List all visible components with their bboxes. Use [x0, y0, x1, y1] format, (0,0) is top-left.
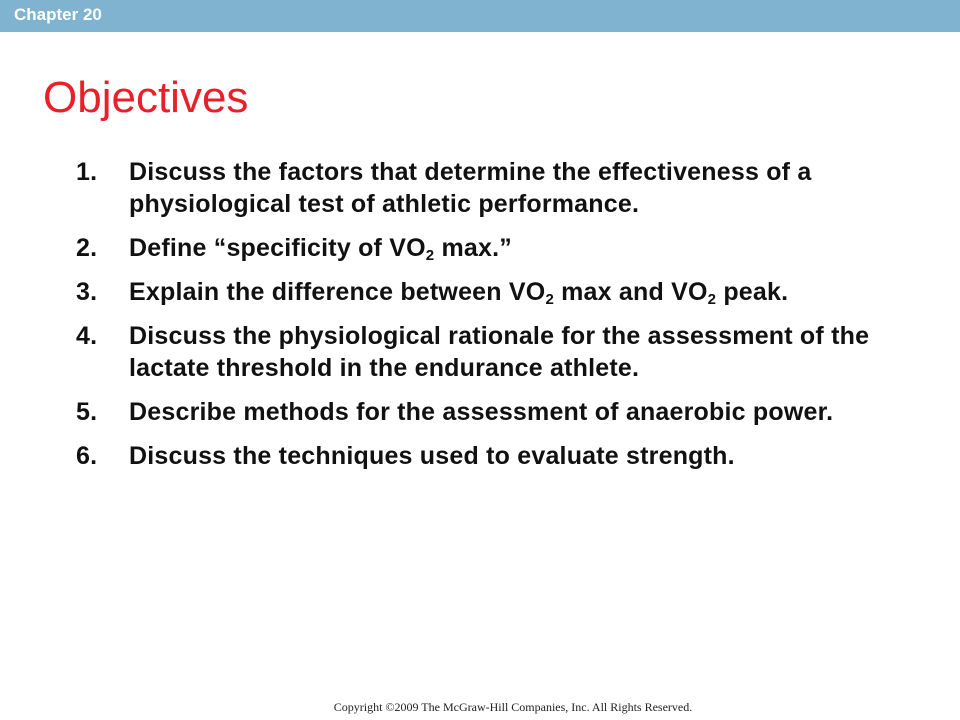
objective-text: Discuss the physiological rationale for the assessment of the lactate threshold in the endurance athlete. [129, 322, 870, 382]
objective-text: Describe methods for the assessment of anaerobic power. [129, 398, 834, 426]
objective-number: 2. [76, 234, 98, 262]
subscript: 2 [707, 291, 717, 308]
objective-number: 5. [76, 398, 98, 426]
subscript: 2 [545, 291, 554, 308]
chapter-label: Chapter 20 [14, 5, 102, 24]
objective-number: 1. [76, 158, 98, 186]
slide-title: Objectives [43, 73, 249, 122]
objective-item [76, 396, 896, 428]
header-bar [0, 0, 960, 32]
objective-text: Discuss the factors that determine the effectiveness of a physiological test of athletic performance. [129, 158, 812, 218]
objective-item [76, 276, 896, 308]
objective-number: 6. [76, 442, 98, 470]
subscript: 2 [425, 247, 435, 264]
objective-number: 4. [76, 322, 98, 350]
objective-number: 3. [76, 278, 98, 306]
copyright-footer: Copyright ©2009 The McGraw-Hill Companies, Inc. All Rights Reserved. [333, 700, 693, 714]
objectives-list [76, 156, 896, 484]
objective-item [76, 232, 896, 264]
objective-text: Define “specificity of $VO_2$ max.” [129, 234, 512, 264]
objective-item [76, 440, 896, 472]
objective-text: Explain the difference between $VO_2$ max and $VO_2$ peak. [129, 278, 789, 308]
objective-text: Discuss the techniques used to evaluate strength. [129, 442, 735, 470]
objective-item [76, 320, 896, 384]
objective-item [76, 156, 896, 220]
